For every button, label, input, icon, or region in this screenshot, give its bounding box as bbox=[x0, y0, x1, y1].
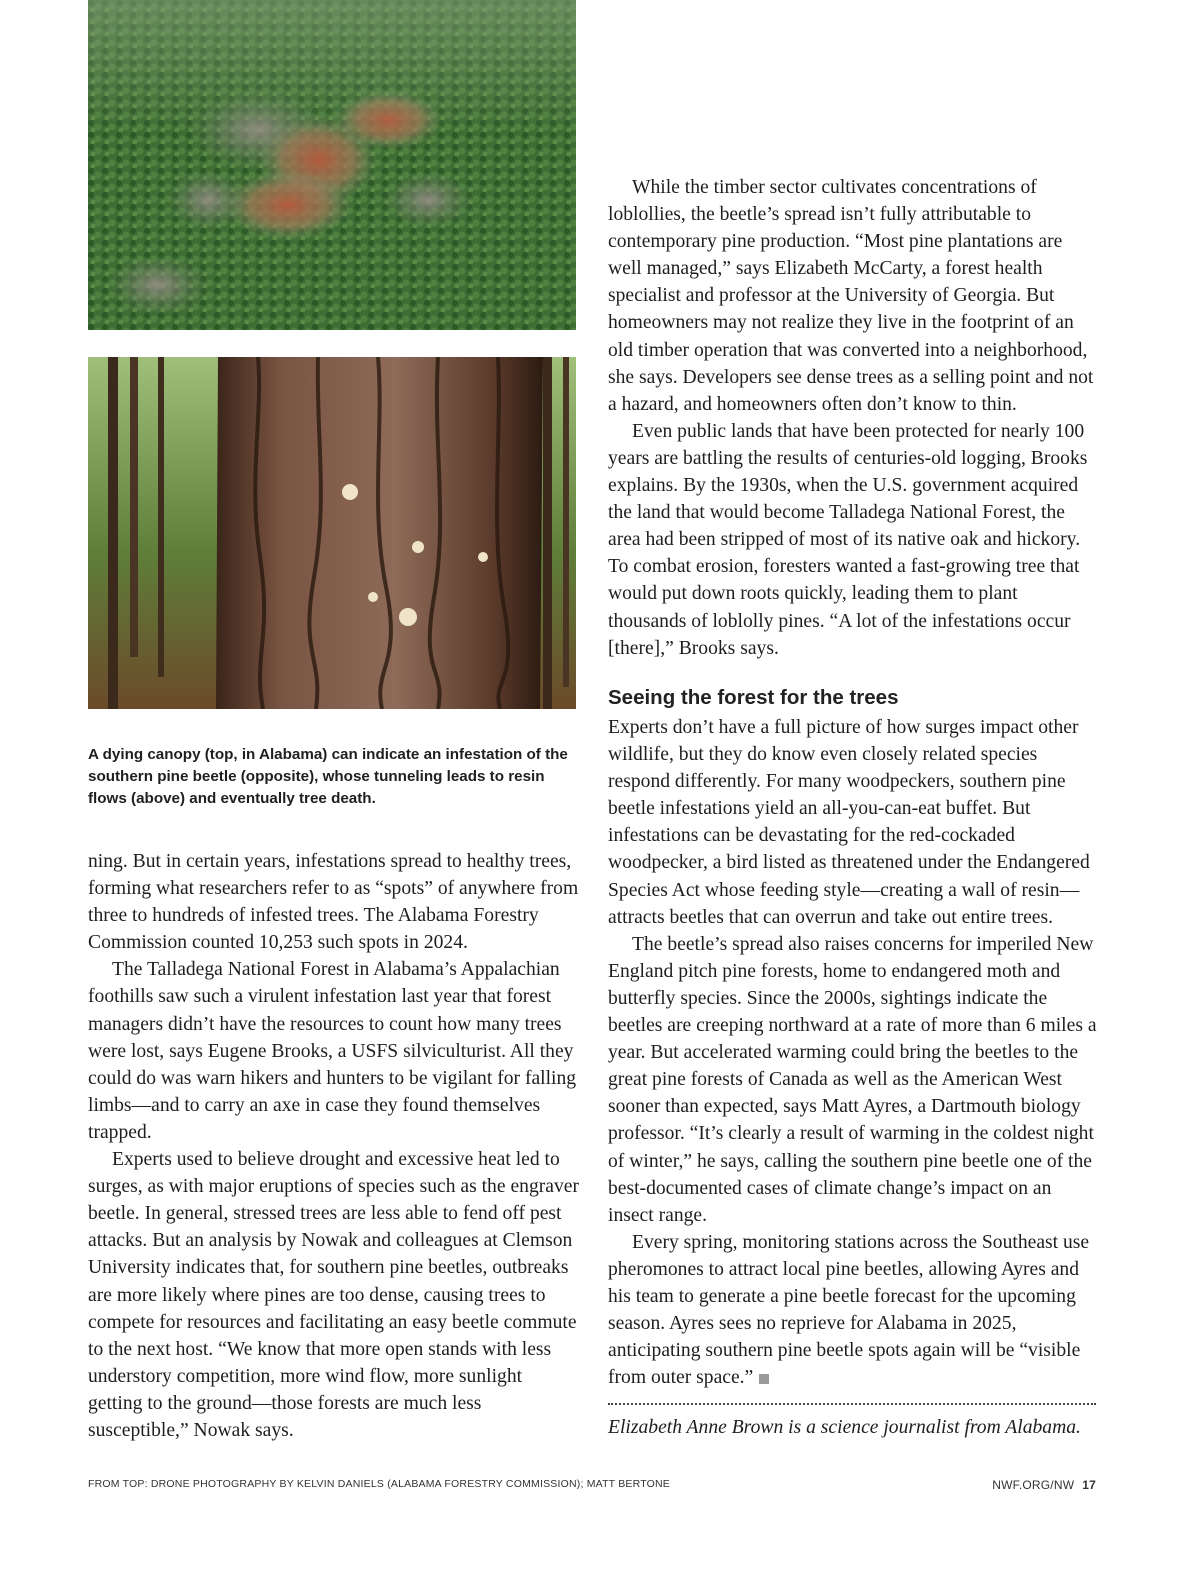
photo-credit: FROM TOP: DRONE PHOTOGRAPHY BY KELVIN DANIELS (ALABAMA FORESTRY COMMISSION); MATT BERTONE bbox=[88, 1478, 671, 1490]
site-url: NWF.ORG/NW bbox=[992, 1478, 1075, 1492]
paragraph-text: Every spring, monitoring stations across the Southeast use pheromones to attract local pine beetles, allowing Ayres and his team to generate a pine beetle forecast for the upcoming season. Ayres sees no reprieve for Alabama in 2025, anticipating southern pine beetle spots again will be “visible from outer space.” bbox=[608, 1231, 1090, 1389]
dotted-divider bbox=[608, 1403, 1096, 1405]
paragraph: While the timber sector cultivates concentrations of loblollies, the beetle’s spread isn’t fully attributable to contemporary pine production. “Most pine plantations are well managed,” says Elizabeth McCarty, a forest health specialist and professor at the University of Georgia. But homeowners may not realize they live in the footprint of an old timber operation that was converted into a neighborhood, she says. Developers see dense trees as a selling point and not a hazard, and homeowners often don’t know to thin. bbox=[608, 177, 1094, 415]
paragraph: Even public lands that have been protected for nearly 100 years are battling the results of centuries-old logging, Brooks explains. By the 1930s, when the U.S. government acquired the land that would become Talladega National Forest, the area had been stripped of most of its native oak and hickory. To combat erosion, foresters wanted a fast-growing tree that would put down roots quickly, leading them to plant thousands of loblolly pines. “A lot of the infestations occur [there],” Brooks says. bbox=[608, 420, 1088, 659]
paragraph: Experts don’t have a full picture of how surges impact other wildlife, but they do know even closely related species respond differently. For many woodpeckers, southern pine beetle infestations yield an all-you-can-eat buffet. But infestations can be devastating for the red-cockaded woodpecker, a bird listed as threatened under the Endangered Species Act whose feeding style—creating a wall of resin—attracts beetles that can overrun and take out entire trees. bbox=[608, 717, 1090, 928]
right-column-bottom bbox=[608, 714, 1100, 1391]
paragraph: ning. But in certain years, infestations spread to healthy trees, forming what researchers refer to as “spots” of anywhere from three to hundreds of infested trees. The Alabama Forestry Commission counted 10,253 such spots in 2024. bbox=[88, 851, 579, 954]
paragraph: The beetle’s spread also raises concerns for imperiled New England pitch pine forests, home to endangered moth and butterfly species. Since the 2000s, sightings indicate the beetles are creeping northward at a rate of more than 6 miles a year. But accelerated warming could bring the beetles to the great pine forests of Canada as well as the American West sooner than expected, says Matt Ayres, a Dartmouth biology professor. “It’s clearly a result of warming in the coldest night of winter,” he says, calling the southern pine beetle one of the best-documented cases of climate change’s impact on an insect range. bbox=[608, 933, 1097, 1226]
author-bio: Elizabeth Anne Brown is a science journalist from Alabama. bbox=[608, 1417, 1081, 1438]
section-subhead: Seeing the forest for the trees bbox=[608, 686, 899, 709]
page-number: 17 bbox=[1082, 1478, 1096, 1492]
right-column-top bbox=[608, 174, 1100, 662]
paragraph: Experts used to believe drought and excessive heat led to surges, as with major eruptions of species such as the engraver beetle. In general, stressed trees are less able to fend off pest attacks. But an analysis by Nowak and colleagues at Clemson University indicates that, for southern pine beetles, outbreaks are more likely where pines are too dense, causing trees to compete for resources and facilitating an easy beetle commute to the next host. “We know that more open stands with less understory competition, more wind flow, more sunlight getting to the ground—those forests are much less susceptible,” Nowak says. bbox=[88, 1149, 579, 1441]
aerial-forest-photo bbox=[88, 0, 576, 330]
paragraph bbox=[608, 1229, 1100, 1392]
paragraph: The Talladega National Forest in Alabama’s Appalachian foothills saw such a virulent infestation last year that forest managers didn’t have the resources to count how many trees were lost, says Eugene Brooks, a USFS silviculturist. All they could do was warn hikers and hunters to be vigilant for falling limbs—and to carry an axe in case they found themselves trapped. bbox=[88, 959, 577, 1143]
pine-bark-resin-photo bbox=[88, 357, 576, 709]
photo-caption: A dying canopy (top, in Alabama) can indicate an infestation of the southern pine beetle (opposite), whose tunneling leads to resin flows (above) and eventually tree death. bbox=[88, 746, 568, 807]
page-footer bbox=[992, 1478, 1096, 1492]
left-column bbox=[88, 848, 580, 1444]
end-square-icon bbox=[759, 1374, 769, 1384]
